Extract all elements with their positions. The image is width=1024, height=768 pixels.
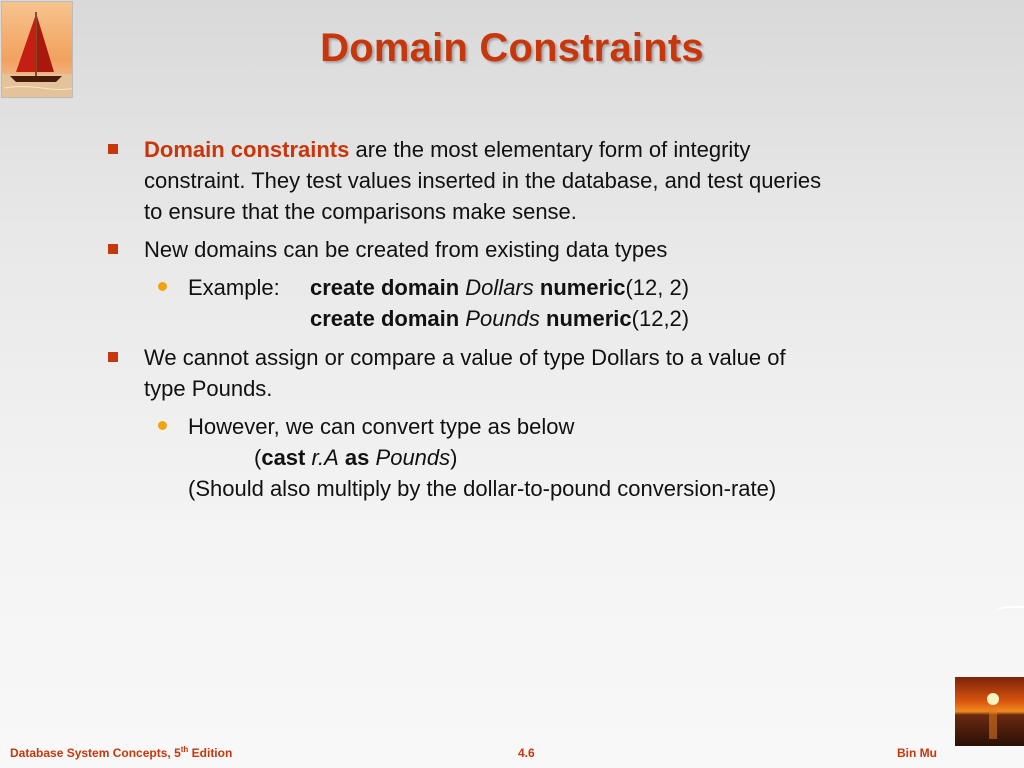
bullet3-text-line1: We cannot assign or compare a value of type Dollars to a value of — [144, 345, 786, 370]
numeric-args: (12, 2) — [625, 275, 690, 300]
convert-line-3: (Should also multiply by the dollar-to-pound conversion-rate) — [188, 476, 777, 501]
footer-author: Bin Mu — [897, 746, 937, 760]
example-line-1 — [188, 272, 948, 303]
example-label: Example: — [188, 275, 280, 300]
footer-book: Database System Concepts, 5th Edition — [10, 745, 233, 760]
bullet1-text-line2: constraint. They test values inserted in the database, and test queries — [144, 168, 822, 193]
bullet2-text: New domains can be created from existing data types — [144, 237, 668, 262]
highlight-term: Domain constraints — [144, 137, 350, 162]
sub-bullet-example — [108, 272, 948, 334]
convert-line-2: (cast r.A as Pounds) — [254, 445, 458, 470]
bullet-cannot-compare — [108, 342, 948, 404]
sunset-logo — [955, 677, 1024, 746]
sub-bullet-convert — [108, 411, 948, 504]
keyword-cast: cast — [261, 445, 306, 470]
footer-page-number: 4.6 — [518, 746, 535, 760]
keyword-numeric: numeric — [546, 306, 632, 331]
bullet1-text-line1: are the most elementary form of integrity — [349, 137, 751, 162]
slide-content — [108, 134, 948, 512]
numeric-args: (12,2) — [631, 306, 690, 331]
example-line-2 — [188, 303, 948, 334]
bullet3-text-line2: type Pounds. — [144, 376, 273, 401]
keyword-create-domain: create domain — [310, 306, 460, 331]
slide-title: Domain Constraints — [320, 26, 704, 70]
keyword-numeric: numeric — [539, 275, 626, 300]
domain-name-pounds: Pounds — [465, 306, 540, 331]
keyword-as: as — [344, 445, 370, 470]
cast-expr: r.A — [311, 445, 339, 470]
keyword-create-domain: create domain — [310, 275, 460, 300]
domain-name-dollars: Dollars — [465, 275, 534, 300]
convert-line-1: However, we can convert type as below — [188, 414, 575, 439]
cast-target: Pounds — [375, 445, 451, 470]
bullet-new-domains — [108, 234, 948, 265]
decorative-wave — [996, 606, 1024, 618]
bullet-domain-constraints — [108, 134, 948, 227]
bullet1-text-line3: to ensure that the comparisons make sense. — [144, 199, 577, 224]
